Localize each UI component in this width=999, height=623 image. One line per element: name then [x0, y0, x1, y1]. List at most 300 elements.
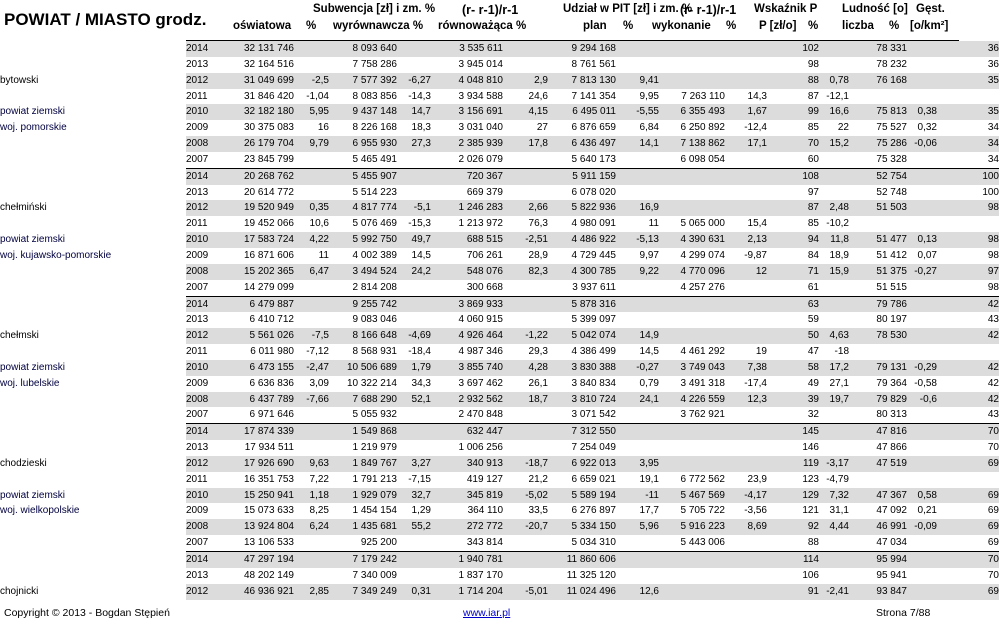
table-row	[0, 104, 999, 120]
cell-liczba: 47 092	[876, 505, 907, 517]
cell-liczba: 80 313	[876, 409, 907, 421]
cell-oswiatowa: 15 202 365	[226, 264, 294, 280]
cell-oswiatowa: 48 202 149	[243, 569, 294, 581]
cell-pct-plan	[616, 185, 659, 201]
cell-liczba: 95 994	[849, 552, 907, 568]
cell-liczba: 95 941	[876, 569, 907, 581]
cell-pct-plan: 24,1	[616, 392, 659, 408]
cell-gest: 98	[987, 249, 999, 261]
cell-year: 2010	[186, 360, 226, 376]
cell-pct-P	[819, 168, 849, 184]
cell-rownowazaca: 272 772	[431, 519, 503, 535]
cell-wykonanie: 6 098 054	[680, 153, 725, 165]
cell-P: 49	[807, 377, 819, 389]
cell-wyrownawcza: 6 955 930	[329, 136, 397, 152]
cell-year: 2011	[186, 218, 208, 230]
cell-oswiatowa: 47 297 194	[226, 552, 294, 568]
cell-pct-osw	[294, 535, 329, 551]
cell-wykonanie: 5 916 223	[659, 519, 725, 535]
cell-pct-wyr: 27,3	[397, 136, 431, 152]
cell-pct-row: 28,9	[528, 249, 548, 261]
cell-pct-row: 76,3	[528, 218, 548, 230]
cell-pct-wyk	[725, 568, 767, 584]
cell-plan: 11 325 120	[566, 569, 616, 581]
cell-pct-P: 18,9	[829, 249, 849, 261]
cell-pct-row	[503, 312, 548, 328]
cell-rownowazaca: 340 913	[431, 456, 503, 472]
cell-pct-plan: 9,95	[639, 90, 659, 102]
cell-oswiatowa: 26 179 704	[226, 136, 294, 152]
cell-year: 2008	[186, 519, 226, 535]
cell-plan: 5 822 936	[548, 200, 616, 216]
cell-liczba: 79 786	[849, 296, 907, 312]
cell-gest: 42	[937, 328, 999, 344]
cell-pct-l	[907, 344, 937, 360]
cell-wyrownawcza: 10 322 214	[346, 377, 397, 389]
cell-plan: 4 300 785	[548, 264, 616, 280]
website-link[interactable]: www.iar.pl	[463, 607, 511, 619]
cell-pct-plan: 17,7	[639, 505, 659, 517]
cell-pct-plan: -11	[616, 488, 659, 504]
cell-pct-osw: 9,63	[294, 456, 329, 472]
cell-pct-plan: 16,9	[616, 200, 659, 216]
cell-pct-wyr: -5,1	[397, 200, 431, 216]
cell-year: 2012	[186, 328, 226, 344]
cell-P: 114	[767, 552, 819, 568]
cell-pct-wyr: 3,27	[397, 456, 431, 472]
cell-pct-P: -4,79	[826, 473, 849, 485]
cell-pct-plan: 9,22	[616, 264, 659, 280]
header-pct-4: %	[808, 20, 819, 32]
cell-wykonanie	[659, 200, 725, 216]
cell-pct-l	[907, 424, 937, 440]
cell-pct-wyr: -4,69	[397, 328, 431, 344]
cell-plan: 4 386 499	[571, 346, 616, 358]
cell-oswiatowa: 14 279 099	[243, 281, 294, 293]
header-gest: Gęst.	[916, 3, 945, 15]
cell-pct-wyk: -3,56	[744, 505, 767, 517]
cell-oswiatowa: 31 049 699	[226, 73, 294, 89]
table-row	[0, 120, 999, 136]
cell-pct-plan: 12,6	[616, 584, 659, 600]
cell-pct-osw: 16	[317, 122, 329, 134]
header-wykonanie: wykonanie	[652, 20, 711, 32]
cell-rownowazaca: 3 156 691	[431, 104, 503, 120]
cell-year: 2007	[186, 409, 209, 421]
cell-gest: 35	[937, 104, 999, 120]
cell-rownowazaca: 2 470 848	[458, 409, 503, 421]
cell-pct-wyk: 14,3	[747, 90, 767, 102]
cell-pct-wyr: 14,5	[411, 249, 431, 261]
cell-pct-osw	[294, 407, 329, 423]
cell-rownowazaca: 3 855 740	[431, 360, 503, 376]
cell-rownowazaca: 4 060 915	[458, 314, 503, 326]
cell-plan: 5 034 310	[571, 537, 616, 549]
cell-pct-wyk	[725, 535, 767, 551]
cell-wyrownawcza: 1 849 767	[329, 456, 397, 472]
cell-year: 2014	[186, 168, 226, 184]
cell-pct-P	[819, 280, 849, 296]
cell-gest: 36	[937, 41, 999, 57]
table-row	[0, 488, 999, 504]
cell-wykonanie: 3 762 921	[680, 409, 725, 421]
cell-wyrownawcza: 1 454 154	[352, 505, 397, 517]
cell-P: 145	[767, 424, 819, 440]
cell-pct-row	[503, 535, 548, 551]
cell-gest: 34	[937, 136, 999, 152]
cell-pct-P	[819, 57, 849, 73]
cell-gest	[937, 472, 999, 488]
cell-plan: 6 276 897	[571, 505, 616, 517]
cell-year: 2013	[186, 442, 209, 454]
cell-pct-osw: 7,22	[309, 473, 329, 485]
cell-pct-P: -2,41	[819, 584, 849, 600]
table-row	[0, 185, 999, 201]
cell-wyrownawcza: 9 437 148	[329, 104, 397, 120]
table-row	[0, 568, 999, 584]
cell-P: 102	[767, 41, 819, 57]
cell-pct-osw	[294, 552, 329, 568]
table-row	[0, 264, 999, 280]
header-liczba: liczba	[842, 20, 874, 32]
table-row	[0, 232, 999, 248]
cell-pct-P: 17,2	[819, 360, 849, 376]
cell-pct-plan: 19,1	[639, 473, 659, 485]
cell-year: 2012	[186, 584, 226, 600]
header-formula-1: (r- r-1)/r-1	[462, 3, 519, 17]
cell-gest: 70	[937, 552, 999, 568]
cell-rownowazaca: 632 447	[431, 424, 503, 440]
cell-pct-wyr: -7,15	[408, 473, 431, 485]
cell-plan: 11 860 606	[548, 552, 616, 568]
cell-oswiatowa: 20 614 772	[243, 186, 294, 198]
cell-pct-osw: 3,09	[309, 377, 329, 389]
cell-pct-l	[907, 168, 937, 184]
cell-pct-row	[503, 407, 548, 423]
cell-year: 2007	[186, 537, 209, 549]
table-row	[0, 280, 999, 296]
cell-pct-wyr	[397, 312, 431, 328]
cell-pct-l: 0,07	[917, 249, 937, 261]
cell-pct-wyk	[725, 168, 767, 184]
row-place-label	[0, 312, 186, 328]
cell-plan: 5 640 173	[571, 153, 616, 165]
cell-pct-l: 0,58	[907, 488, 937, 504]
cell-gest: 100	[937, 168, 999, 184]
cell-gest: 70	[937, 424, 999, 440]
cell-pct-P: 0,78	[819, 73, 849, 89]
table-row	[0, 535, 999, 551]
cell-oswiatowa: 15 250 941	[226, 488, 294, 504]
header-udzial-pit: Udział w PIT [zł] i zm. %	[563, 3, 693, 15]
row-place-label	[0, 41, 186, 57]
header-pct-5: %	[889, 20, 900, 32]
cell-plan: 3 071 542	[571, 409, 616, 421]
row-place-label	[0, 535, 186, 551]
cell-pct-osw	[294, 57, 329, 73]
cell-pct-l	[907, 57, 937, 73]
cell-wykonanie	[659, 73, 725, 89]
cell-pct-row: 4,15	[503, 104, 548, 120]
cell-wyrownawcza: 1 435 681	[329, 519, 397, 535]
cell-pct-wyr: 14,7	[397, 104, 431, 120]
cell-liczba: 52 748	[876, 186, 907, 198]
cell-pct-P: 4,63	[819, 328, 849, 344]
cell-rownowazaca: 3 535 611	[431, 41, 503, 57]
cell-wykonanie	[659, 41, 725, 57]
cell-wyrownawcza: 925 200	[360, 537, 397, 549]
cell-wykonanie: 4 299 074	[680, 249, 725, 261]
cell-liczba	[849, 472, 907, 488]
cell-gest: 98	[937, 232, 999, 248]
cell-P: 119	[767, 456, 819, 472]
cell-wykonanie	[659, 57, 725, 73]
cell-oswiatowa: 17 874 339	[226, 424, 294, 440]
cell-pct-P: -10,2	[826, 218, 849, 230]
cell-pct-plan	[616, 41, 659, 57]
cell-wykonanie	[659, 456, 725, 472]
cell-liczba: 51 503	[849, 200, 907, 216]
cell-pct-wyr: -6,27	[397, 73, 431, 89]
cell-oswiatowa: 13 924 804	[226, 519, 294, 535]
cell-wyrownawcza: 8 083 856	[352, 90, 397, 102]
cell-pct-P: 2,48	[819, 200, 849, 216]
cell-rownowazaca: 345 819	[431, 488, 503, 504]
cell-pct-P	[819, 552, 849, 568]
cell-year: 2013	[186, 314, 209, 326]
cell-oswiatowa: 6 636 836	[249, 377, 294, 389]
cell-pct-osw: -2,5	[294, 73, 329, 89]
cell-pct-osw: 0,35	[294, 200, 329, 216]
cell-P: 87	[767, 200, 819, 216]
cell-pct-osw	[294, 152, 329, 168]
cell-pct-wyk: 12	[725, 264, 767, 280]
table-row	[0, 344, 999, 360]
cell-wyrownawcza: 9 083 046	[352, 314, 397, 326]
cell-pct-wyr	[397, 296, 431, 312]
table-row	[0, 57, 999, 73]
cell-rownowazaca: 4 048 810	[431, 73, 503, 89]
cell-plan: 6 078 020	[571, 186, 616, 198]
cell-gest: 43	[987, 314, 999, 326]
cell-plan: 3 830 388	[548, 360, 616, 376]
cell-wykonanie: 3 749 043	[659, 360, 725, 376]
table-row	[0, 440, 999, 456]
cell-liczba: 51 477	[849, 232, 907, 248]
cell-rownowazaca: 419 127	[466, 473, 503, 485]
cell-pct-osw: 6,47	[294, 264, 329, 280]
cell-pct-plan: 0,79	[639, 377, 659, 389]
cell-oswiatowa: 17 934 511	[244, 442, 294, 454]
cell-wyrownawcza: 1 219 979	[352, 442, 397, 454]
cell-year: 2008	[186, 264, 226, 280]
cell-P: 129	[767, 488, 819, 504]
cell-pct-l	[907, 73, 937, 89]
cell-year: 2012	[186, 456, 226, 472]
cell-wykonanie	[659, 552, 725, 568]
table-row	[0, 376, 999, 392]
cell-pct-wyk	[725, 152, 767, 168]
cell-pct-row: -2,51	[503, 232, 548, 248]
cell-rownowazaca: 706 261	[466, 249, 503, 261]
cell-pct-wyr	[397, 568, 431, 584]
cell-pct-l	[907, 440, 937, 456]
cell-pct-P: -12,1	[826, 90, 849, 102]
cell-pct-P: 15,2	[819, 136, 849, 152]
cell-pct-l	[907, 456, 937, 472]
cell-P: 47	[807, 346, 819, 358]
cell-liczba: 47 367	[849, 488, 907, 504]
cell-pct-l: 0,32	[917, 122, 937, 134]
table-row	[0, 136, 999, 152]
cell-pct-osw: -2,47	[294, 360, 329, 376]
cell-pct-row: 33,5	[528, 505, 548, 517]
cell-wyrownawcza: 5 514 223	[352, 186, 397, 198]
row-place-label	[0, 440, 186, 456]
cell-pct-row	[503, 41, 548, 57]
cell-wyrownawcza: 5 076 469	[352, 218, 397, 230]
row-place-label	[0, 152, 186, 168]
cell-pct-plan	[616, 57, 659, 73]
cell-P: 98	[807, 58, 819, 70]
cell-pct-osw	[294, 568, 329, 584]
header-pct-1: %	[306, 20, 317, 32]
cell-plan: 7 254 049	[571, 442, 616, 454]
cell-rownowazaca: 1 006 256	[458, 442, 503, 454]
cell-year: 2009	[186, 505, 209, 517]
cell-pct-wyk	[725, 328, 767, 344]
cell-rownowazaca: 2 026 079	[458, 153, 503, 165]
cell-pct-P: -18	[834, 346, 849, 358]
cell-pct-wyr: 18,3	[411, 122, 431, 134]
cell-P: 97	[807, 186, 819, 198]
cell-pct-l	[907, 296, 937, 312]
cell-oswiatowa: 13 106 533	[243, 537, 294, 549]
footer	[0, 603, 959, 623]
cell-liczba: 75 813	[849, 104, 907, 120]
cell-P: 71	[767, 264, 819, 280]
table-row	[0, 200, 999, 216]
cell-pct-osw	[294, 424, 329, 440]
cell-pct-wyk: 17,1	[725, 136, 767, 152]
header-o-km2: [o/km²]	[910, 20, 949, 32]
cell-pct-osw: 2,85	[294, 584, 329, 600]
cell-plan: 5 911 159	[548, 168, 616, 184]
cell-plan: 5 399 097	[571, 314, 616, 326]
cell-wykonanie: 5 705 722	[680, 505, 725, 517]
cell-liczba: 78 530	[849, 328, 907, 344]
cell-pct-row: 2,9	[503, 73, 548, 89]
cell-wykonanie: 5 065 000	[680, 218, 725, 230]
cell-pct-P: 4,44	[819, 519, 849, 535]
cell-wykonanie: 7 263 110	[681, 90, 725, 102]
table-row	[0, 407, 999, 423]
cell-wyrownawcza: 7 688 290	[329, 392, 397, 408]
cell-P: 85	[807, 122, 819, 134]
cell-pct-wyk	[725, 440, 767, 456]
cell-gest	[937, 216, 999, 232]
cell-pct-l: -0,27	[907, 264, 937, 280]
cell-oswiatowa: 32 182 180	[226, 104, 294, 120]
cell-oswiatowa: 31 846 420	[243, 90, 294, 102]
cell-pct-l: -0,29	[907, 360, 937, 376]
cell-P: 70	[767, 136, 819, 152]
cell-pct-row: 24,6	[528, 90, 548, 102]
cell-plan: 3 937 611	[572, 281, 616, 293]
cell-liczba: 79 131	[849, 360, 907, 376]
cell-rownowazaca: 688 515	[431, 232, 503, 248]
cell-wykonanie: 4 257 276	[680, 281, 725, 293]
cell-year: 2010	[186, 104, 226, 120]
cell-liczba: 78 232	[876, 58, 907, 70]
cell-wykonanie	[659, 312, 725, 328]
cell-wykonanie: 3 491 318	[680, 377, 725, 389]
cell-liczba: 46 991	[849, 519, 907, 535]
cell-oswiatowa: 32 131 746	[226, 41, 294, 57]
cell-pct-P: 15,9	[819, 264, 849, 280]
cell-pct-wyk	[725, 456, 767, 472]
cell-plan: 4 486 922	[548, 232, 616, 248]
cell-pct-wyk: 19	[755, 346, 767, 358]
cell-pct-osw	[294, 168, 329, 184]
cell-pct-osw: 5,95	[294, 104, 329, 120]
cell-wykonanie: 4 770 096	[659, 264, 725, 280]
cell-rownowazaca: 4 987 346	[458, 346, 503, 358]
cell-pct-plan: -5,13	[616, 232, 659, 248]
cell-pct-P: -3,17	[819, 456, 849, 472]
cell-oswiatowa: 17 926 690	[226, 456, 294, 472]
cell-wykonanie	[659, 168, 725, 184]
cell-pct-plan: 3,95	[616, 456, 659, 472]
cell-pct-row: 18,7	[503, 392, 548, 408]
row-place-label: chojnicki	[0, 585, 39, 597]
cell-pct-osw: 10,6	[309, 218, 329, 230]
cell-gest: 34	[987, 122, 999, 134]
cell-pct-osw	[294, 440, 329, 456]
cell-pct-osw	[294, 296, 329, 312]
cell-wyrownawcza: 1 929 079	[329, 488, 397, 504]
cell-gest: 35	[937, 73, 999, 89]
cell-pct-P: 22	[837, 122, 849, 134]
cell-pct-wyk: -12,4	[744, 122, 767, 134]
table-row	[0, 73, 999, 89]
cell-year: 2013	[186, 186, 209, 198]
cell-plan: 4 980 091	[571, 218, 616, 230]
cell-pct-osw: 8,25	[309, 505, 329, 517]
cell-gest: 100	[982, 186, 999, 198]
cell-pct-osw: -7,66	[294, 392, 329, 408]
cell-oswiatowa: 20 268 762	[226, 168, 294, 184]
cell-pct-osw	[294, 280, 329, 296]
cell-year: 2012	[186, 73, 226, 89]
cell-P: 92	[767, 519, 819, 535]
cell-pct-l	[907, 152, 937, 168]
cell-oswiatowa: 6 479 887	[226, 296, 294, 312]
cell-pct-P	[819, 312, 849, 328]
table-row	[0, 152, 999, 168]
data-table	[0, 41, 999, 600]
cell-rownowazaca: 2 385 939	[431, 136, 503, 152]
cell-pct-wyr: -15,3	[408, 218, 431, 230]
cell-pct-wyk	[725, 552, 767, 568]
cell-pct-wyr	[397, 407, 431, 423]
header-rownowazaca: równoważąca %	[438, 20, 527, 32]
cell-pct-P	[819, 424, 849, 440]
cell-rownowazaca: 1 213 972	[458, 218, 503, 230]
cell-pct-row: 82,3	[503, 264, 548, 280]
cell-pct-row	[503, 424, 548, 440]
cell-gest: 98	[987, 281, 999, 293]
